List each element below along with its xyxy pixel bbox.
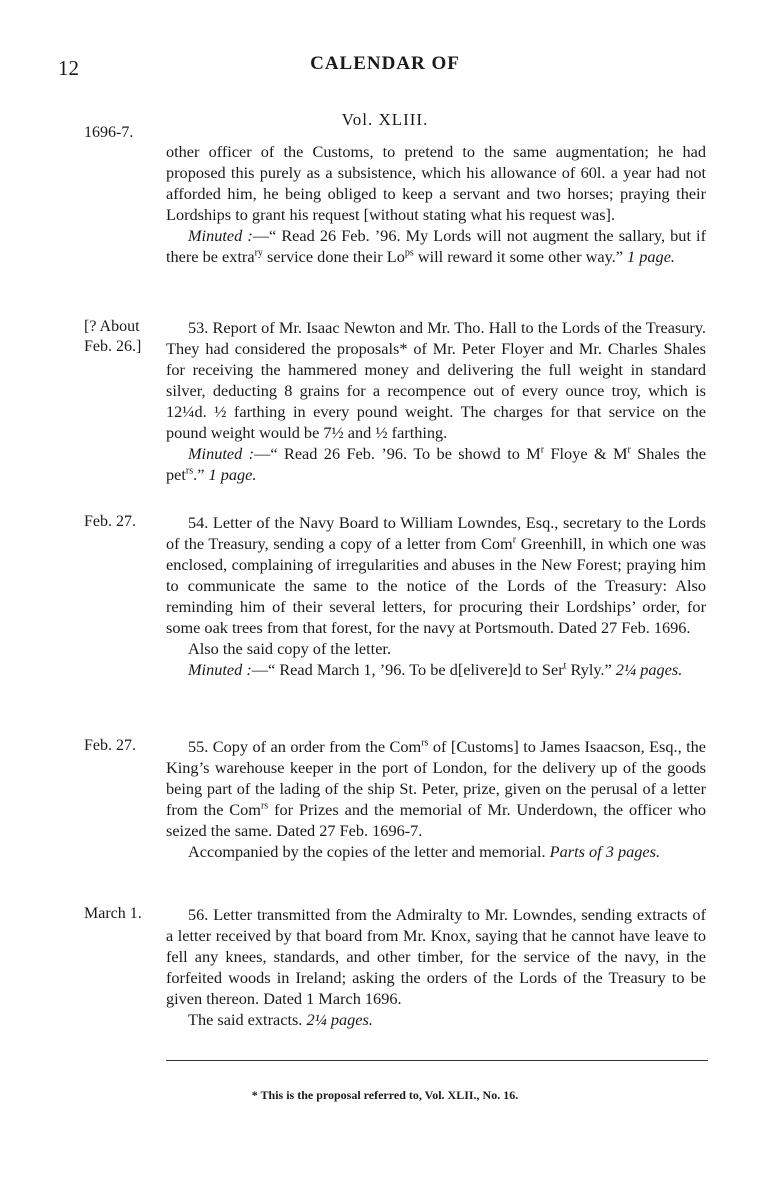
margin-date: March 1.	[84, 905, 142, 922]
entry-accompanied: Accompanied by the copies of the letter and memorial. Parts of 3 pages.	[188, 842, 661, 861]
margin-date: Feb. 27.	[84, 513, 136, 530]
entry-text: 53. Report of Mr. Isaac Newton and Mr. Tho. Hall to the Lords of the Treasury. They had considered the proposals* of Mr. Peter Floyer and Mr. Charles Shales for receiving the hammered money and delivering the full weight in standard silver, deducting 8 grains for a recompence out of every ounce troy, which is 12¼d. ½ farthing in every pound weight. The charges for that service on the pound weight would be 7½ and ½ farthing.	[166, 318, 706, 442]
entry-text: 56. Letter transmitted from the Admiralty to Mr. Lowndes, sending extracts of a letter received by that board from Mr. Knox, saying that he cannot have leave to fell any knees, standards, and other timber, for the service of the navy, in the forfeited woods in Ireland; asking the orders of the Lords of the Treasury to be given thereon. Dated 1 March 1696.	[166, 905, 706, 1008]
entry-text: 54. Letter of the Navy Board to William Lowndes, Esq., secretary to the Lords of the Treasury, sending a copy of a letter from Com$^r$ Greenhill, in which one was enclosed, complaining of irregularities and abuses in the New Forest; praying him to communicate the same to the notice of the Lords of the Treasury: Also reminding him of their several letters, for procuring their Lordships’ order, for some oak trees from that forest, for the navy at Portsmouth. Dated 27 Feb. 1696.	[166, 513, 707, 637]
entry-minute: Minuted :—“ Read 26 Feb. ’96. My Lords will not augment the sallary, but if there be extra$^{ry}$ service done their $Lo^{ps}$ will reward it some other way.” 1 page.	[166, 226, 706, 266]
volume-heading: Vol. XLIII.	[341, 110, 429, 129]
entry-55	[166, 736, 706, 862]
entry-54	[166, 512, 706, 680]
margin-date: 1696-7.	[84, 124, 134, 141]
margin-date: Feb. 27.	[84, 737, 136, 754]
running-head: CALENDAR OF	[310, 53, 460, 74]
entry-minute: Minuted :—“ Read March 1, ’96. To be d[elivere]d to Ser$^t$ Ryly.” 2¼ pages.	[188, 660, 683, 679]
minute-label: Minuted :	[188, 226, 253, 245]
footnote: * This is the proposal referred to, Vol. XLII., No. 16.	[251, 1088, 519, 1102]
entry-also: Also the said copy of the letter.	[188, 639, 392, 658]
footnote-rule	[166, 1060, 708, 1061]
page-number: 12	[58, 56, 79, 80]
entry-extracts: The said extracts. 2¼ pages.	[188, 1010, 373, 1029]
entry-text: other officer of the Customs, to pretend to the same augmentation; he had proposed this purely as a subsistence, which his allowance of 60l. a year had not afforded him, he being obliged to keep a servant and two horses; praying their Lordships to grant his request [without stating what his request was].	[166, 142, 706, 224]
entry-minute: Minuted :—“ Read 26 Feb. ’96. To be showd to $M^r$ Floye & $M^r$ Shales the pet$^{rs}$.” 1 page.	[166, 444, 706, 484]
minute-label: Minuted :	[188, 660, 252, 679]
entry-text: 55. Copy of an order from the Com$^{rs}$ of [Customs] to James Isaacson, Esq., the King’s warehouse keeper in the port of London, for the delivery up of the goods being part of the lading of the ship St. Peter, prize, given on the perusal of a letter from the Com$^{rs}$ for Prizes and the memorial of Mr. Underdown, the officer who seized the same. Dated 27 Feb. 1696-7.	[166, 737, 707, 840]
margin-date: [? About Feb. 26.]	[84, 318, 142, 355]
entry-continuation	[166, 141, 706, 267]
minute-label: Minuted :	[188, 444, 255, 463]
entry-53	[166, 317, 706, 485]
entry-56	[166, 904, 706, 1030]
